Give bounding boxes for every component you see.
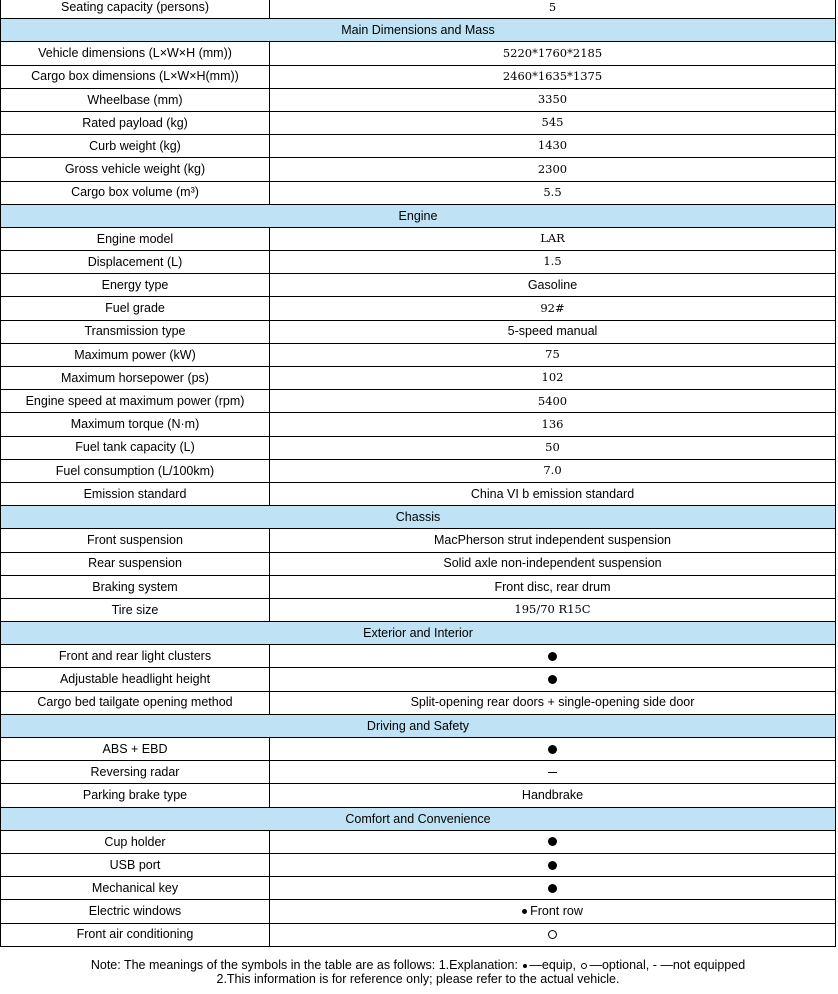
spec-value: 136 (541, 416, 564, 431)
spec-row (0, 42, 836, 65)
spec-row (0, 0, 836, 19)
section-title: Comfort and Convenience (345, 811, 491, 826)
spec-value: MacPherson strut independent suspension (434, 533, 671, 548)
spec-value: Handbrake (521, 788, 584, 803)
spec-value: Front disc, rear drum (494, 579, 611, 594)
spec-row (0, 599, 836, 622)
spec-value (270, 645, 835, 667)
spec-row (0, 668, 836, 691)
spec-row (0, 367, 836, 390)
spec-label: Reversing radar (1, 761, 270, 783)
spec-label: Mechanical key (1, 877, 270, 899)
spec-value (270, 761, 835, 783)
spec-label: Front suspension (1, 529, 270, 551)
spec-value: Gasoline (527, 278, 578, 293)
spec-row (0, 738, 836, 761)
footnote (0, 958, 836, 986)
spec-row (0, 784, 836, 807)
spec-row (0, 645, 836, 668)
spec-value (270, 668, 835, 690)
spec-row (0, 251, 836, 274)
spec-value: China VI b emission standard (470, 486, 635, 501)
spec-value: 92# (540, 300, 565, 315)
spec-row (0, 297, 836, 320)
spec-value: 7.0 (543, 463, 562, 478)
section-header (0, 205, 836, 228)
spec-row (0, 831, 836, 854)
spec-label: Rated payload (kg) (1, 112, 270, 134)
spec-label: Front air conditioning (1, 924, 270, 946)
footnote-line-1 (0, 958, 836, 972)
equip-dot-icon (522, 909, 527, 914)
equip-dot-icon (548, 837, 557, 846)
spec-row (0, 437, 836, 460)
spec-label: Engine speed at maximum power (rpm) (1, 390, 270, 412)
spec-value: 5.5 (543, 184, 562, 199)
spec-label: Parking brake type (1, 784, 270, 806)
spec-row (0, 158, 836, 181)
spec-label: Cargo box dimensions (L×W×H(mm)) (1, 66, 270, 88)
spec-label: Vehicle dimensions (L×W×H (mm)) (1, 42, 270, 64)
spec-label: Front and rear light clusters (1, 645, 270, 667)
spec-label: Maximum torque (N·m) (1, 413, 270, 435)
spec-value (270, 900, 835, 922)
spec-value: 5-speed manual (507, 324, 598, 339)
section-header (0, 715, 836, 738)
spec-value: LAR (540, 231, 565, 246)
spec-row (0, 483, 836, 506)
section-title: Main Dimensions and Mass (341, 23, 495, 38)
spec-row (0, 112, 836, 135)
spec-value: 1.5 (543, 254, 562, 269)
spec-value: 5400 (537, 393, 568, 408)
spec-row (0, 66, 836, 89)
spec-label: Maximum horsepower (ps) (1, 367, 270, 389)
spec-row (0, 924, 836, 947)
spec-value: 1430 (537, 138, 568, 153)
spec-value-text: Front row (530, 904, 583, 919)
spec-value: 5 (548, 0, 557, 14)
spec-label: Cargo box volume (m³) (1, 182, 270, 204)
spec-row (0, 274, 836, 297)
spec-value (270, 831, 835, 853)
spec-value: 3350 (537, 92, 568, 107)
spec-value (270, 738, 835, 760)
spec-row (0, 692, 836, 715)
spec-value (270, 924, 835, 946)
spec-value: 50 (545, 439, 560, 454)
spec-label: Maximum power (kW) (1, 344, 270, 366)
equip-dot-icon (548, 652, 557, 661)
spec-label: Braking system (1, 576, 270, 598)
spec-value (270, 877, 835, 899)
spec-label: Rear suspension (1, 553, 270, 575)
section-header (0, 19, 836, 42)
spec-label: Fuel consumption (L/100km) (1, 460, 270, 482)
spec-row (0, 344, 836, 367)
footnote-not-equipped: - —not equipped (652, 958, 746, 972)
equip-dot-icon (548, 675, 557, 684)
spec-value: 2460*1635*1375 (502, 68, 603, 83)
spec-label: Electric windows (1, 900, 270, 922)
spec-value: 75 (545, 347, 560, 362)
spec-row (0, 89, 836, 112)
section-header (0, 622, 836, 645)
spec-row (0, 761, 836, 784)
spec-row (0, 228, 836, 251)
spec-row (0, 529, 836, 552)
spec-value: Split-opening rear doors + single-opening side door (410, 695, 695, 710)
spec-label: Adjustable headlight height (1, 668, 270, 690)
equip-dot-icon (548, 861, 557, 870)
spec-label: Displacement (L) (1, 251, 270, 273)
equip-dot-icon (523, 964, 527, 968)
spec-label: Curb weight (kg) (1, 135, 270, 157)
spec-value (270, 854, 835, 876)
spec-value: 195/70 R15C (514, 602, 591, 617)
section-header (0, 506, 836, 529)
spec-label: Gross vehicle weight (kg) (1, 158, 270, 180)
section-title: Engine (398, 208, 438, 223)
spec-value: 5220*1760*2185 (502, 45, 603, 60)
spec-label: Wheelbase (mm) (1, 89, 270, 111)
spec-label: Cup holder (1, 831, 270, 853)
spec-label: USB port (1, 854, 270, 876)
spec-label: Transmission type (1, 321, 270, 343)
spec-row (0, 135, 836, 158)
spec-label: Fuel tank capacity (L) (1, 437, 270, 459)
spec-label: Emission standard (1, 483, 270, 505)
spec-row (0, 854, 836, 877)
section-title: Chassis (395, 510, 441, 525)
spec-value: 545 (541, 115, 564, 130)
optional-ring-icon (548, 930, 557, 939)
spec-label: Energy type (1, 274, 270, 296)
spec-label: Engine model (1, 228, 270, 250)
spec-value: Solid axle non-independent suspension (443, 556, 662, 571)
spec-row (0, 900, 836, 923)
section-title: Exterior and Interior (363, 626, 473, 641)
spec-row (0, 390, 836, 413)
spec-label: Seating capacity (persons) (1, 0, 270, 18)
spec-label: Tire size (1, 599, 270, 621)
footnote-optional: —optional, (589, 958, 650, 972)
spec-row (0, 553, 836, 576)
spec-row (0, 182, 836, 205)
spec-row (0, 321, 836, 344)
footnote-line-2: 2.This information is for reference only; please refer to the actual vehicle. (216, 972, 620, 986)
spec-value: 102 (541, 370, 564, 385)
spec-value: 2300 (537, 161, 568, 176)
section-header (0, 808, 836, 831)
spec-row (0, 877, 836, 900)
spec-row (0, 460, 836, 483)
equip-dot-icon (548, 884, 557, 893)
not-equipped-dash-icon (548, 772, 557, 773)
spec-label: Cargo bed tailgate opening method (1, 692, 270, 714)
spec-label: Fuel grade (1, 297, 270, 319)
equip-dot-icon (548, 745, 557, 754)
spec-label: ABS + EBD (1, 738, 270, 760)
footnote-equip: —equip, (529, 958, 576, 972)
spec-row (0, 413, 836, 436)
optional-ring-icon (581, 963, 587, 969)
footnote-prefix: Note: The meanings of the symbols in the table are as follows: 1.Explanation: (90, 958, 522, 972)
spec-row (0, 576, 836, 599)
section-title: Driving and Safety (366, 718, 470, 733)
